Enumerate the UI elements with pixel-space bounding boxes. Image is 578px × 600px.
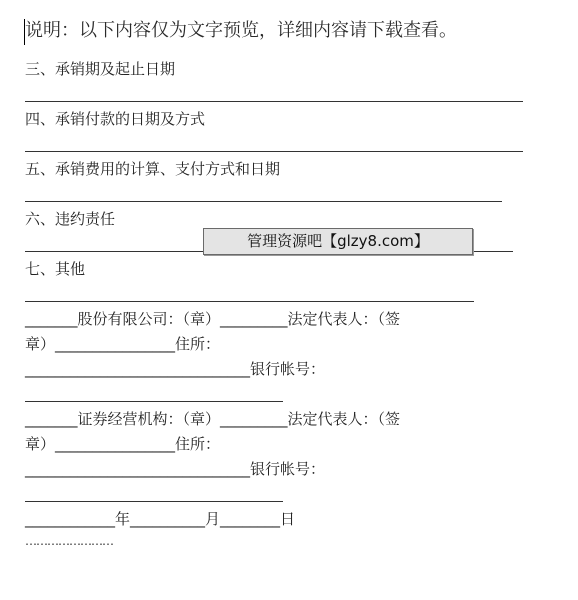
securities-firm-signature-line: _______证券经营机构：（章）_________法定代表人：（签	[25, 410, 401, 428]
section-7-heading: 七、其他	[25, 260, 86, 278]
blank-line	[25, 151, 523, 152]
blank-line	[25, 101, 523, 102]
trailing-ellipsis: ……………………	[25, 534, 113, 548]
section-4-heading: 四、承销付款的日期及方式	[25, 110, 206, 128]
date-line: ____________年__________月________日	[25, 510, 296, 528]
blank-line	[25, 201, 502, 202]
company-bank-account-line: ______________________________银行帐号：	[25, 360, 326, 378]
section-5-heading: 五、承销费用的计算、支付方式和日期	[25, 160, 281, 178]
company-signature-line: _______股份有限公司：（章）_________法定代表人：（签	[25, 310, 401, 328]
company-address-line: 章）________________住所：	[25, 335, 221, 353]
blank-line	[25, 301, 474, 302]
securities-firm-bank-account-line: ______________________________银行帐号：	[25, 460, 326, 478]
section-6-heading: 六、违约责任	[25, 210, 116, 228]
blank-line	[25, 401, 283, 402]
preview-notice: 说明：以下内容仅为文字预览，详细内容请下载查看。	[25, 20, 457, 41]
watermark-banner: 管理资源吧【glzy8.com】	[203, 228, 473, 255]
section-3-heading: 三、承销期及起止日期	[25, 60, 176, 78]
securities-firm-address-line: 章）________________住所：	[25, 435, 221, 453]
blank-line	[25, 501, 283, 502]
